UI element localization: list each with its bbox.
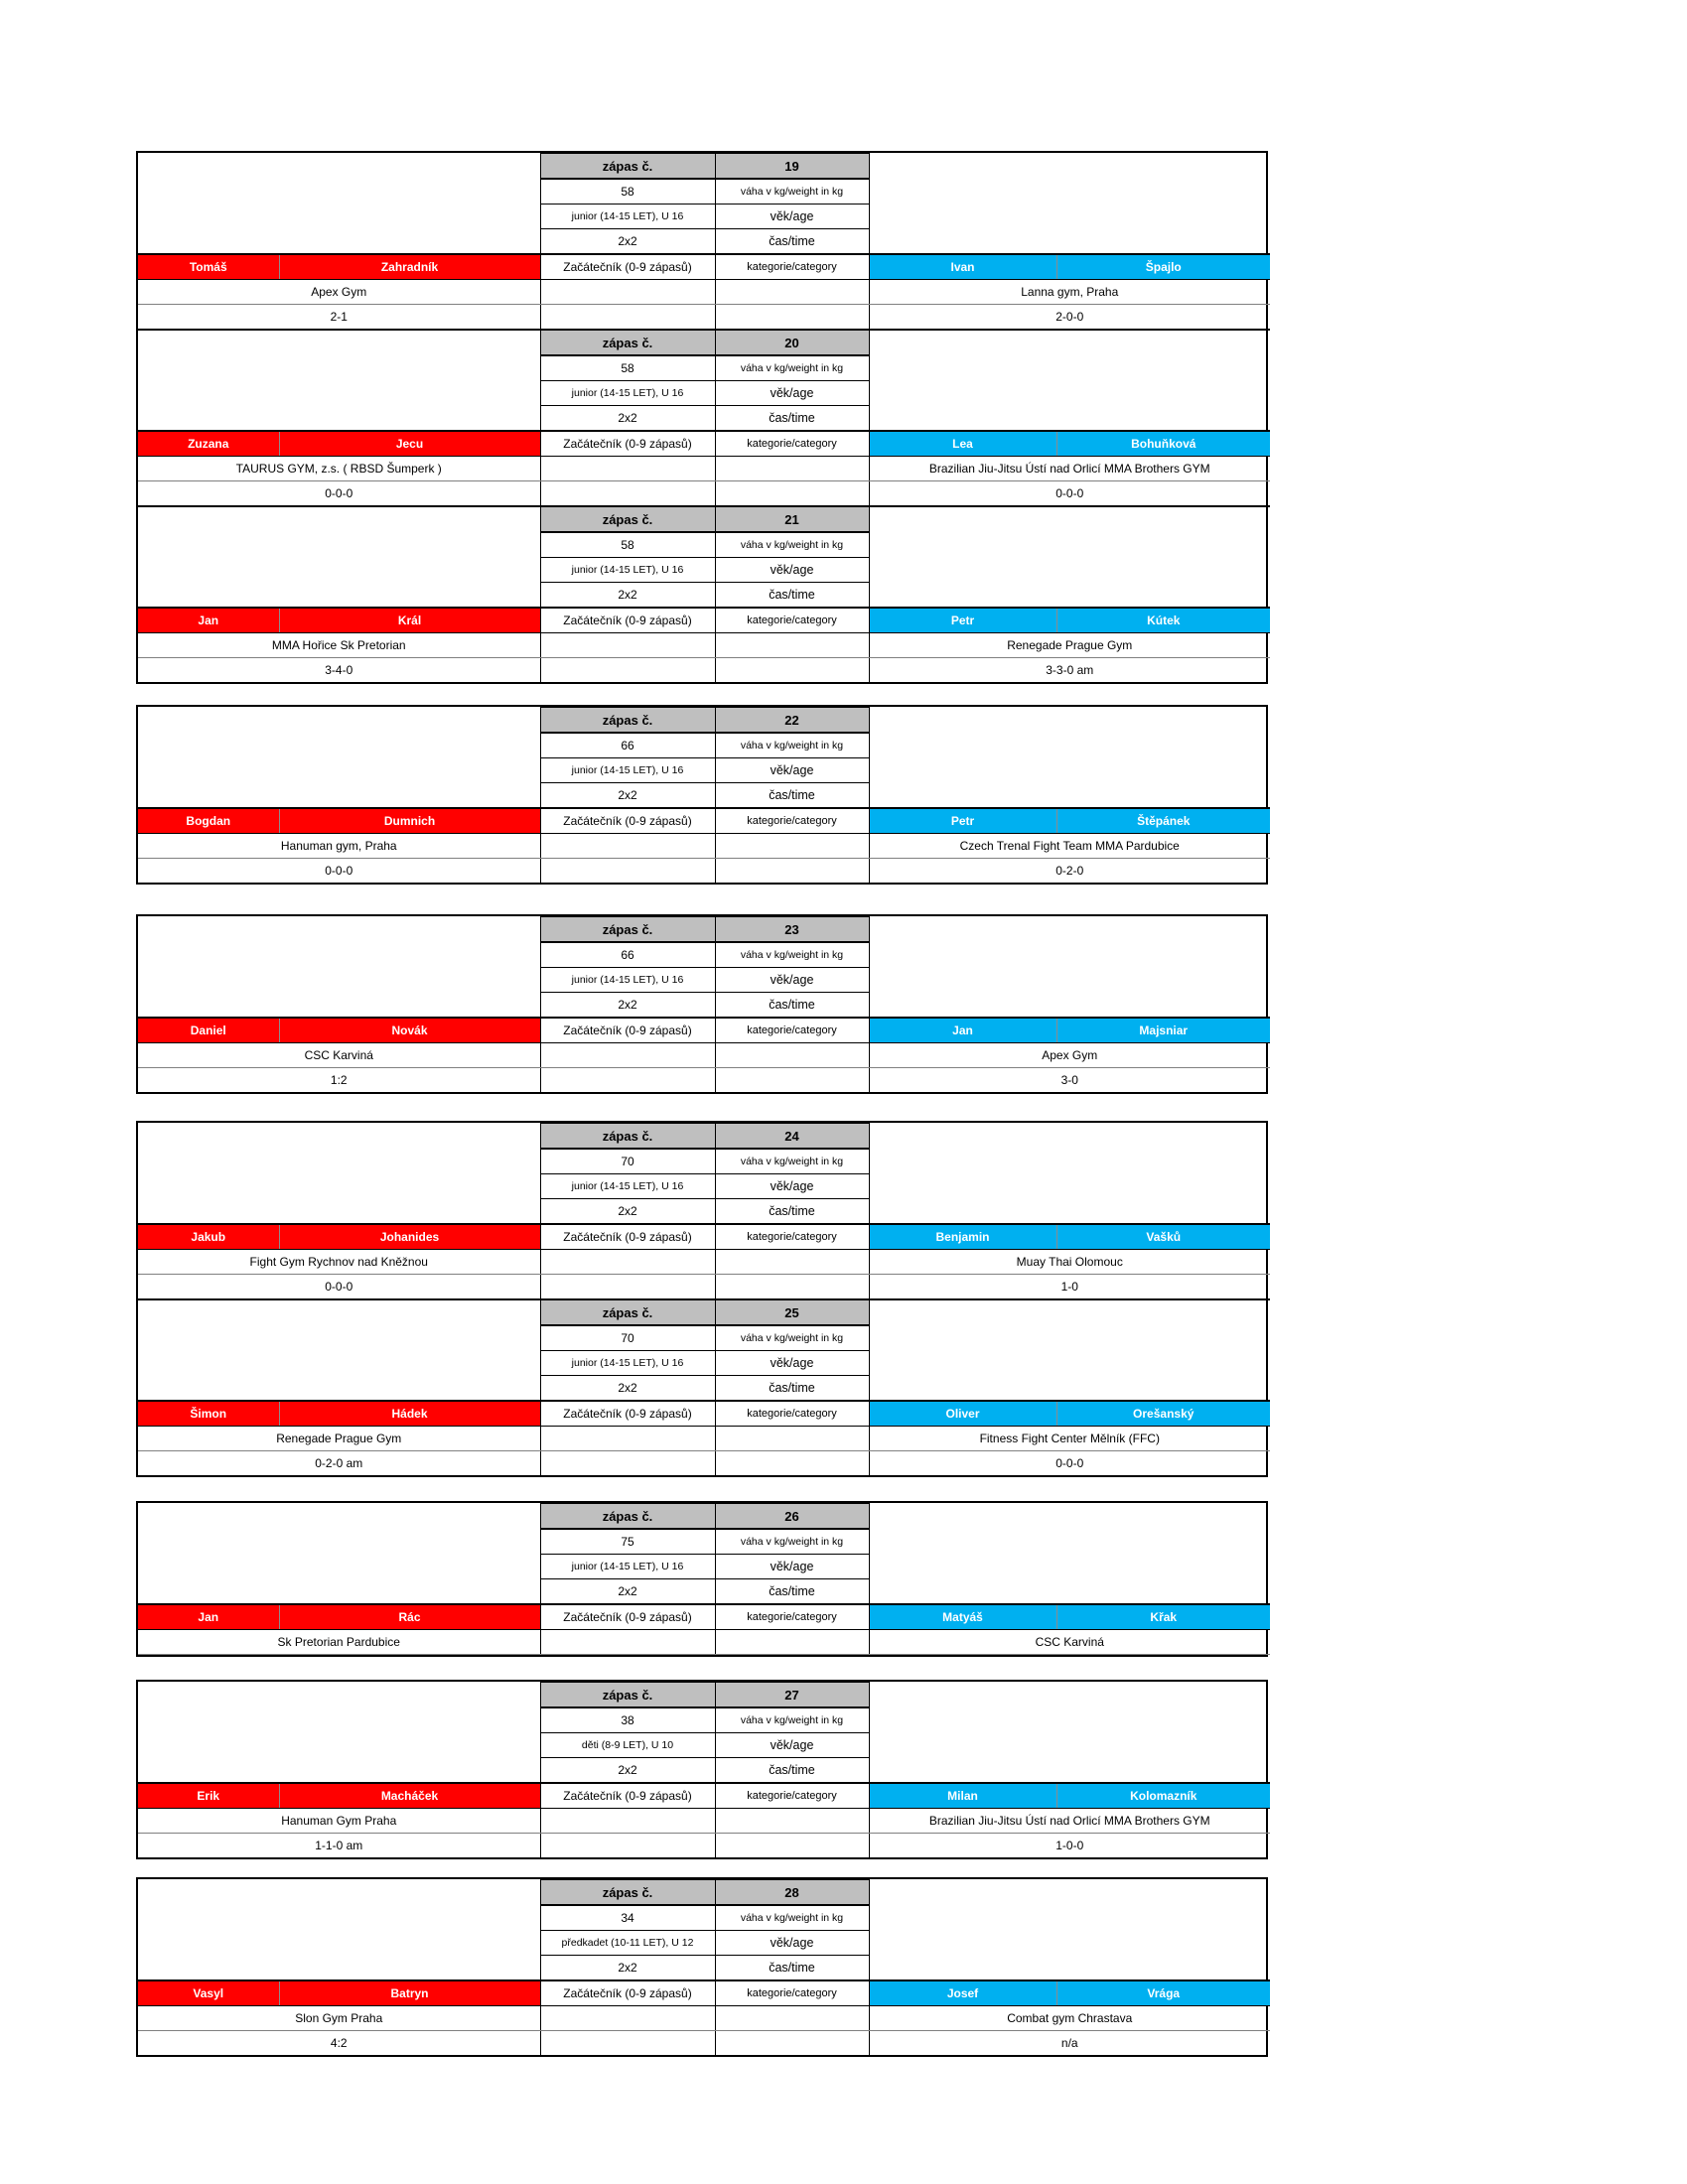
match-number-label-cell: zápas č. [540,1880,715,1906]
category-label-cell: kategorie/category [715,254,869,280]
match-number-label-cell: zápas č. [540,1683,715,1708]
blue-gym-cell: CSC Karviná [869,1630,1270,1655]
match-number-label-cell: zápas č. [540,708,715,734]
blue-gym-cell: Renegade Prague Gym [869,633,1270,658]
time-value-cell: 2x2 [540,1956,715,1981]
match-header-row [138,917,1270,943]
age-label-cell: věk/age [715,1931,869,1956]
weight-label-cell: váha v kg/weight in kg [715,1905,869,1931]
match-card [138,707,1270,883]
red-first-name-cell: Daniel [138,1018,279,1043]
age-label-cell: věk/age [715,968,869,993]
red-record-cell: 1:2 [330,1073,348,1087]
records-row [138,481,1270,506]
age-value-cell: junior (14-15 LET), U 16 [540,558,715,583]
red-record-cell: 2-1 [330,310,348,324]
red-last-name-cell: Dumnich [279,808,540,834]
match-number-cell: 26 [715,1504,869,1530]
category-value-cell: Začátečník (0-9 zápasů) [540,1224,715,1250]
match-number-label-cell: zápas č. [540,917,715,943]
time-value-cell: 2x2 [540,406,715,432]
center-blank-cell [715,859,869,884]
red-record-cell: 0-0-0 [325,1280,353,1294]
right-blank-cell [869,154,1270,255]
fighters-row [138,608,1270,633]
center-blank-cell [540,280,715,305]
center-blank-cell [715,1250,869,1275]
weight-label-cell: váha v kg/weight in kg [715,1529,869,1555]
right-blank-cell [869,506,1270,608]
weight-value-cell: 34 [540,1905,715,1931]
red-record-cell: 1-1-0 am [315,1839,363,1852]
center-blank-cell [540,1809,715,1834]
weight-value-cell: 58 [540,532,715,558]
weight-value-cell: 38 [540,1707,715,1733]
match-header-row [138,1880,1270,1906]
red-record-cell: 0-0-0 [325,864,353,878]
weight-value-cell: 66 [540,942,715,968]
match-group [136,1877,1268,2057]
blue-gym-cell: Lanna gym, Praha [869,280,1270,305]
center-blank-cell [715,1809,869,1834]
blue-last-name-cell: Bohuňková [1056,431,1270,457]
center-blank-cell [715,1451,869,1476]
weight-value-cell: 66 [540,733,715,758]
center-blank-cell [715,1068,869,1093]
blue-record-cell: 0-2-0 [1055,864,1084,878]
right-blank-cell [869,1683,1270,1784]
match-card [138,1298,1270,1475]
match-number-cell: 24 [715,1124,869,1150]
age-label-cell: věk/age [715,381,869,406]
center-blank-cell [715,1630,869,1655]
red-first-name-cell: Šimon [138,1401,279,1427]
category-value-cell: Začátečník (0-9 zápasů) [540,1604,715,1630]
match-card [138,329,1270,505]
match-header-row [138,506,1270,532]
red-last-name-cell: Rác [279,1604,540,1630]
fight-card-sheet [136,151,1268,2057]
match-number-label-cell: zápas č. [540,154,715,180]
red-first-name-cell: Vasyl [138,1980,279,2006]
blue-last-name-cell: Vašků [1056,1224,1270,1250]
center-blank-cell [715,2031,869,2056]
match-number-label-cell: zápas č. [540,1124,715,1150]
match-number-cell: 19 [715,154,869,180]
left-blank-cell [138,1124,540,1225]
weight-label-cell: váha v kg/weight in kg [715,179,869,205]
left-blank-cell [138,1299,540,1401]
center-blank-cell [715,1043,869,1068]
match-card [138,505,1270,682]
match-number-cell: 22 [715,708,869,734]
match-number-label-cell: zápas č. [540,330,715,355]
red-record-cell: 0-2-0 am [315,1456,363,1470]
center-blank-cell [540,1275,715,1299]
match-number-label-cell: zápas č. [540,1299,715,1325]
match-number-label-cell: zápas č. [540,506,715,532]
category-label-cell: kategorie/category [715,431,869,457]
center-blank-cell [540,481,715,506]
gyms-row [138,2006,1270,2031]
blue-record-cell: 3-3-0 am [1046,663,1094,677]
gyms-row [138,633,1270,658]
blue-record-cell: 0-0-0 [1055,486,1084,500]
match-group [136,1680,1268,1859]
match-card [138,1879,1270,2055]
age-label-cell: věk/age [715,558,869,583]
gyms-row [138,1043,1270,1068]
right-blank-cell [869,1124,1270,1225]
blue-last-name-cell: Vrága [1056,1980,1270,2006]
blue-record-cell: 2-0-0 [1055,310,1084,324]
red-gym-cell: CSC Karviná [138,1043,540,1068]
blue-first-name-cell: Petr [869,608,1056,633]
weight-value-cell: 75 [540,1529,715,1555]
category-label-cell: kategorie/category [715,1401,869,1427]
blue-last-name-cell: Štěpánek [1056,808,1270,834]
weight-label-cell: váha v kg/weight in kg [715,1325,869,1351]
fighters-row [138,808,1270,834]
center-blank-cell [715,457,869,481]
match-number-cell: 28 [715,1880,869,1906]
category-value-cell: Začátečník (0-9 zápasů) [540,1980,715,2006]
time-value-cell: 2x2 [540,1758,715,1784]
records-row [138,2031,1270,2056]
blue-record-cell: n/a [1060,2036,1078,2050]
center-blank-cell [540,1068,715,1093]
time-label-cell: čas/time [715,783,869,809]
category-value-cell: Začátečník (0-9 zápasů) [540,254,715,280]
red-first-name-cell: Erik [138,1783,279,1809]
match-card [138,153,1270,329]
red-last-name-cell: Johanides [279,1224,540,1250]
category-label-cell: kategorie/category [715,1224,869,1250]
right-blank-cell [869,1880,1270,1981]
gyms-row [138,280,1270,305]
match-group [136,914,1268,1094]
blue-gym-cell: Brazilian Jiu-Jitsu Ústí nad Orlicí MMA Brothers GYM [869,1809,1270,1834]
match-number-cell: 21 [715,506,869,532]
red-last-name-cell: Batryn [279,1980,540,2006]
center-blank-cell [540,834,715,859]
match-header-row [138,154,1270,180]
time-label-cell: čas/time [715,406,869,432]
center-blank-cell [715,1275,869,1299]
blue-first-name-cell: Milan [869,1783,1056,1809]
category-value-cell: Začátečník (0-9 zápasů) [540,1018,715,1043]
center-blank-cell [540,305,715,330]
time-label-cell: čas/time [715,229,869,255]
center-blank-cell [540,633,715,658]
category-label-cell: kategorie/category [715,1604,869,1630]
fighters-row [138,1224,1270,1250]
age-value-cell: junior (14-15 LET), U 16 [540,968,715,993]
time-value-cell: 2x2 [540,993,715,1019]
weight-label-cell: váha v kg/weight in kg [715,355,869,381]
weight-label-cell: váha v kg/weight in kg [715,1149,869,1174]
red-first-name-cell: Jan [138,608,279,633]
center-blank-cell [540,2006,715,2031]
fighters-row [138,1980,1270,2006]
left-blank-cell [138,1683,540,1784]
red-record-cell: 0-0-0 [325,486,353,500]
fighters-row [138,431,1270,457]
gyms-row [138,1809,1270,1834]
match-number-cell: 27 [715,1683,869,1708]
records-row [138,1834,1270,1858]
age-value-cell: předkadet (10-11 LET), U 12 [540,1931,715,1956]
center-blank-cell [540,1427,715,1451]
match-number-cell: 25 [715,1299,869,1325]
gyms-row [138,834,1270,859]
age-value-cell: děti (8-9 LET), U 10 [540,1733,715,1758]
match-group [136,1501,1268,1657]
blue-last-name-cell: Špajlo [1056,254,1270,280]
red-gym-cell: TAURUS GYM, z.s. ( RBSD Šumperk ) [138,457,540,481]
time-value-cell: 2x2 [540,1376,715,1402]
right-blank-cell [869,917,1270,1019]
gyms-row [138,1250,1270,1275]
blue-first-name-cell: Josef [869,1980,1056,2006]
center-blank-cell [715,481,869,506]
weight-label-cell: váha v kg/weight in kg [715,733,869,758]
age-value-cell: junior (14-15 LET), U 16 [540,758,715,783]
match-header-row [138,1683,1270,1708]
blue-first-name-cell: Lea [869,431,1056,457]
red-gym-cell: Slon Gym Praha [138,2006,540,2031]
center-blank-cell [540,859,715,884]
records-row [138,305,1270,330]
match-card [138,1682,1270,1857]
fighters-row [138,1783,1270,1809]
category-value-cell: Začátečník (0-9 zápasů) [540,431,715,457]
category-label-cell: kategorie/category [715,608,869,633]
time-value-cell: 2x2 [540,229,715,255]
blue-gym-cell: Brazilian Jiu-Jitsu Ústí nad Orlicí MMA Brothers GYM [869,457,1270,481]
center-blank-cell [540,457,715,481]
category-label-cell: kategorie/category [715,1018,869,1043]
left-blank-cell [138,1504,540,1605]
red-first-name-cell: Bogdan [138,808,279,834]
blue-first-name-cell: Jan [869,1018,1056,1043]
red-gym-cell: Fight Gym Rychnov nad Kněžnou [138,1250,540,1275]
category-label-cell: kategorie/category [715,1783,869,1809]
match-header-row [138,708,1270,734]
red-gym-cell: Renegade Prague Gym [138,1427,540,1451]
gyms-row [138,1427,1270,1451]
match-header-row [138,1299,1270,1325]
weight-label-cell: váha v kg/weight in kg [715,1707,869,1733]
red-last-name-cell: Jecu [279,431,540,457]
match-header-row [138,1124,1270,1150]
records-row [138,658,1270,683]
match-group [136,705,1268,885]
blue-record-cell: 1-0-0 [1055,1839,1084,1852]
blue-first-name-cell: Oliver [869,1401,1056,1427]
red-gym-cell: Hanuman Gym Praha [138,1809,540,1834]
time-value-cell: 2x2 [540,583,715,609]
blue-last-name-cell: Orešanský [1056,1401,1270,1427]
red-record-cell: 3-4-0 [325,663,353,677]
age-value-cell: junior (14-15 LET), U 16 [540,1351,715,1376]
red-first-name-cell: Zuzana [138,431,279,457]
center-blank-cell [715,2006,869,2031]
center-blank-cell [540,1250,715,1275]
age-label-cell: věk/age [715,1555,869,1579]
age-value-cell: junior (14-15 LET), U 16 [540,1555,715,1579]
records-row [138,1275,1270,1299]
blue-record-cell: 1-0 [1060,1280,1078,1294]
time-value-cell: 2x2 [540,1199,715,1225]
blue-last-name-cell: Křak [1056,1604,1270,1630]
weight-value-cell: 58 [540,179,715,205]
category-value-cell: Začátečník (0-9 zápasů) [540,1401,715,1427]
blue-first-name-cell: Matyáš [869,1604,1056,1630]
gyms-row [138,1630,1270,1655]
age-value-cell: junior (14-15 LET), U 16 [540,1174,715,1199]
match-header-row [138,1504,1270,1530]
category-value-cell: Začátečník (0-9 zápasů) [540,608,715,633]
age-label-cell: věk/age [715,1174,869,1199]
blue-gym-cell: Czech Trenal Fight Team MMA Pardubice [869,834,1270,859]
center-blank-cell [540,1834,715,1858]
time-label-cell: čas/time [715,1758,869,1784]
gyms-row [138,457,1270,481]
weight-value-cell: 58 [540,355,715,381]
weight-value-cell: 70 [540,1325,715,1351]
match-group [136,151,1268,684]
red-gym-cell: Apex Gym [138,280,540,305]
age-label-cell: věk/age [715,1733,869,1758]
red-last-name-cell: Zahradník [279,254,540,280]
weight-label-cell: váha v kg/weight in kg [715,532,869,558]
match-number-label-cell: zápas č. [540,1504,715,1530]
category-label-cell: kategorie/category [715,808,869,834]
red-first-name-cell: Tomáš [138,254,279,280]
red-last-name-cell: Hádek [279,1401,540,1427]
time-label-cell: čas/time [715,1376,869,1402]
center-blank-cell [715,305,869,330]
blue-gym-cell: Apex Gym [869,1043,1270,1068]
match-group [136,1121,1268,1477]
category-value-cell: Začátečník (0-9 zápasů) [540,1783,715,1809]
blue-gym-cell: Fitness Fight Center Mělník (FFC) [869,1427,1270,1451]
age-label-cell: věk/age [715,758,869,783]
blue-record-cell: 0-0-0 [1055,1456,1084,1470]
blue-first-name-cell: Ivan [869,254,1056,280]
match-number-cell: 23 [715,917,869,943]
category-value-cell: Začátečník (0-9 zápasů) [540,808,715,834]
match-card [138,1503,1270,1655]
left-blank-cell [138,330,540,431]
blue-last-name-cell: Kútek [1056,608,1270,633]
red-first-name-cell: Jakub [138,1224,279,1250]
red-gym-cell: Sk Pretorian Pardubice [138,1630,540,1655]
match-number-cell: 20 [715,330,869,355]
time-value-cell: 2x2 [540,783,715,809]
time-label-cell: čas/time [715,993,869,1019]
blue-record-cell: 3-0 [1060,1073,1078,1087]
weight-label-cell: váha v kg/weight in kg [715,942,869,968]
center-blank-cell [540,658,715,683]
center-blank-cell [715,834,869,859]
red-gym-cell: Hanuman gym, Praha [138,834,540,859]
match-header-row [138,330,1270,355]
fighters-row [138,254,1270,280]
center-blank-cell [715,1834,869,1858]
right-blank-cell [869,330,1270,431]
right-blank-cell [869,1504,1270,1605]
age-label-cell: věk/age [715,1351,869,1376]
center-blank-cell [540,1451,715,1476]
center-blank-cell [540,2031,715,2056]
age-label-cell: věk/age [715,205,869,229]
left-blank-cell [138,1880,540,1981]
blue-first-name-cell: Benjamin [869,1224,1056,1250]
left-blank-cell [138,506,540,608]
time-label-cell: čas/time [715,583,869,609]
match-card [138,1123,1270,1298]
red-last-name-cell: Král [279,608,540,633]
age-value-cell: junior (14-15 LET), U 16 [540,381,715,406]
left-blank-cell [138,917,540,1019]
time-label-cell: čas/time [715,1199,869,1225]
center-blank-cell [540,1043,715,1068]
category-label-cell: kategorie/category [715,1980,869,2006]
time-value-cell: 2x2 [540,1579,715,1605]
blue-last-name-cell: Majsniar [1056,1018,1270,1043]
age-value-cell: junior (14-15 LET), U 16 [540,205,715,229]
blue-last-name-cell: Kolomazník [1056,1783,1270,1809]
time-label-cell: čas/time [715,1579,869,1605]
match-card [138,916,1270,1092]
records-row [138,1068,1270,1093]
center-blank-cell [540,1630,715,1655]
time-label-cell: čas/time [715,1956,869,1981]
left-blank-cell [138,708,540,809]
red-first-name-cell: Jan [138,1604,279,1630]
red-last-name-cell: Novák [279,1018,540,1043]
fighters-row [138,1604,1270,1630]
right-blank-cell [869,1299,1270,1401]
blue-gym-cell: Muay Thai Olomouc [869,1250,1270,1275]
center-blank-cell [715,633,869,658]
center-blank-cell [715,1427,869,1451]
left-blank-cell [138,154,540,255]
records-row [138,859,1270,884]
fighters-row [138,1401,1270,1427]
center-blank-cell [715,280,869,305]
records-row [138,1451,1270,1476]
blue-gym-cell: Combat gym Chrastava [869,2006,1270,2031]
center-blank-cell [715,658,869,683]
red-last-name-cell: Macháček [279,1783,540,1809]
red-gym-cell: MMA Hořice Sk Pretorian [138,633,540,658]
blue-first-name-cell: Petr [869,808,1056,834]
weight-value-cell: 70 [540,1149,715,1174]
fighters-row [138,1018,1270,1043]
red-record-cell: 4:2 [330,2036,348,2050]
right-blank-cell [869,708,1270,809]
